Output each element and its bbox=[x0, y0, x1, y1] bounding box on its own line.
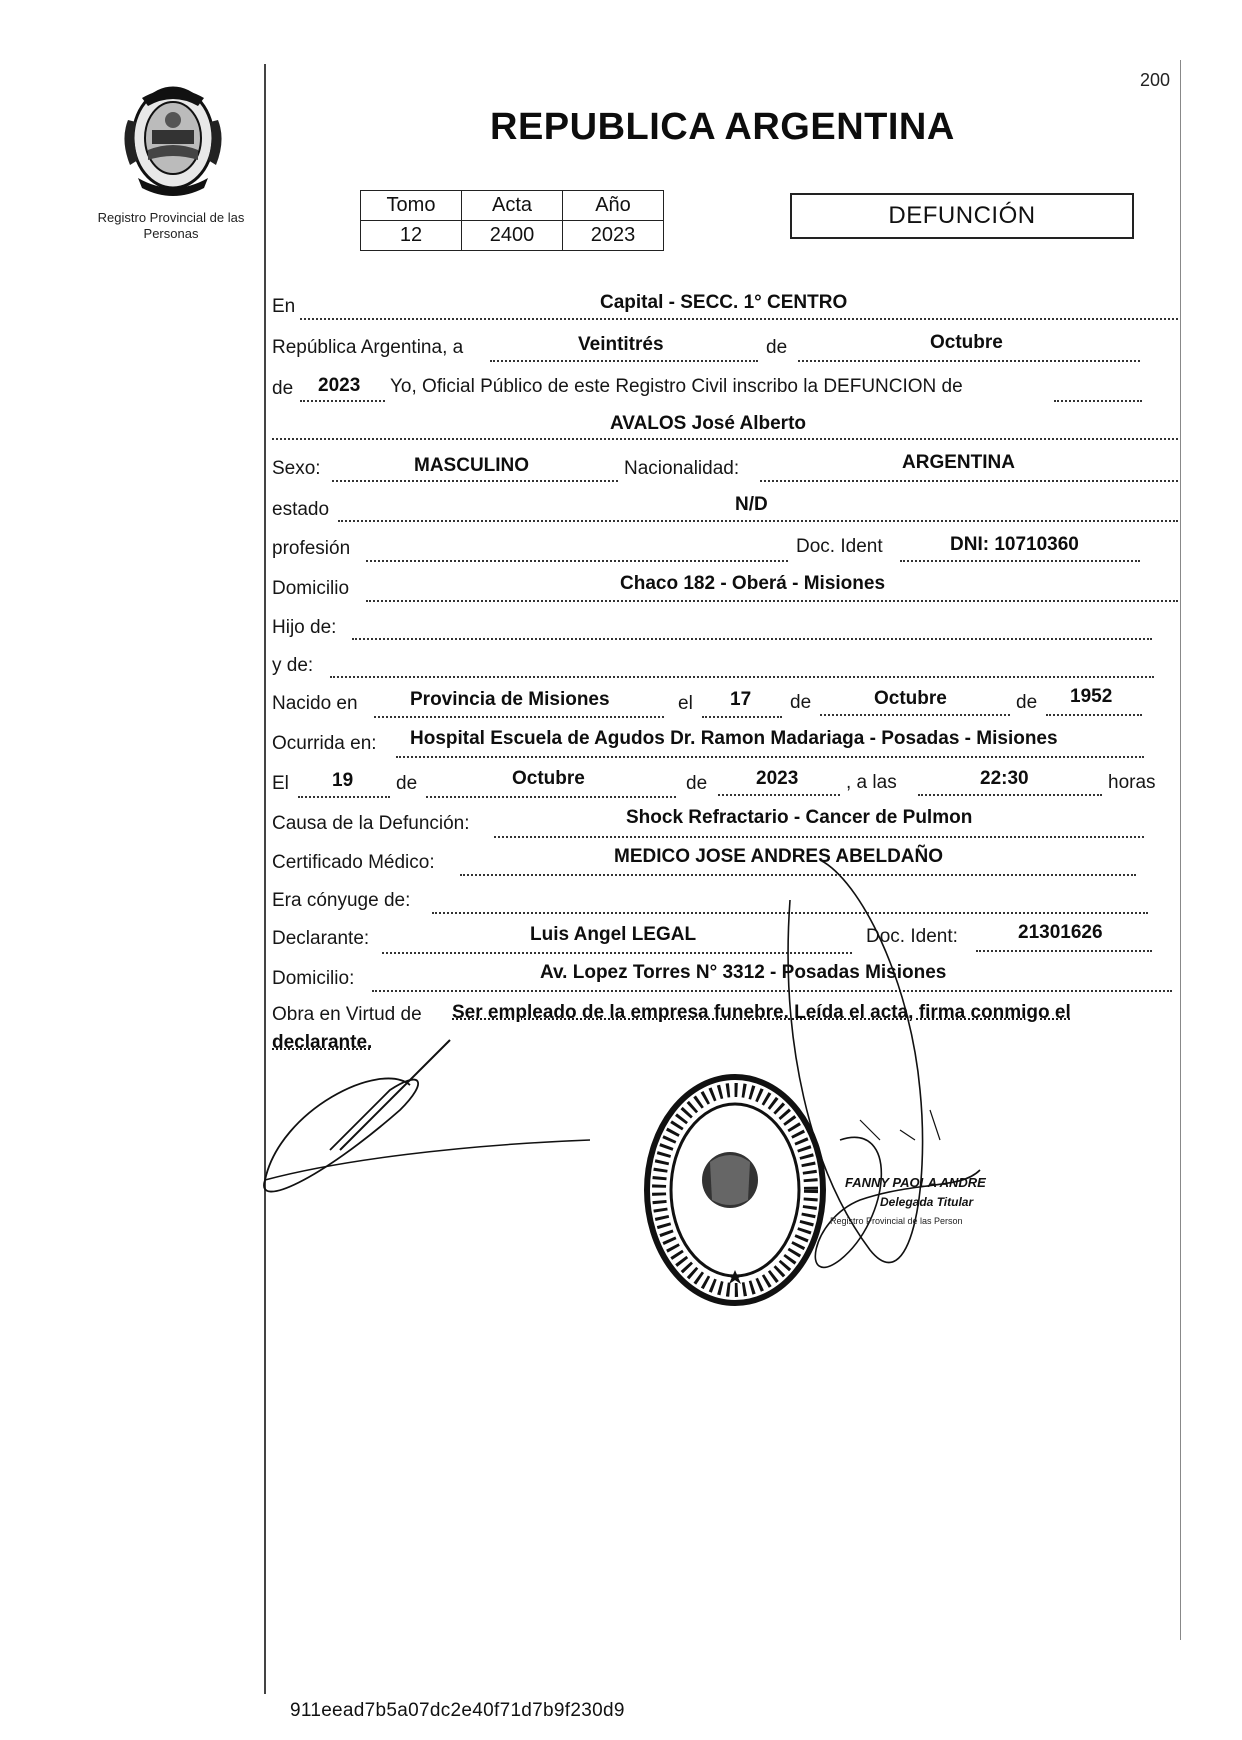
month-value: Octubre bbox=[930, 332, 1003, 353]
birth-year: 1952 bbox=[1070, 686, 1113, 707]
el-label: el bbox=[678, 693, 693, 714]
birth-year-dotline bbox=[1046, 714, 1142, 716]
domicilio-label: Domicilio bbox=[272, 578, 350, 599]
year-dotline bbox=[300, 400, 385, 402]
en-label: En bbox=[272, 296, 296, 317]
hijo-dotline bbox=[352, 638, 1152, 640]
ocurrida-label: Ocurrida en: bbox=[272, 733, 377, 754]
right-margin-line bbox=[1180, 60, 1181, 1640]
document-hash: 911eead7b5a07dc2e40f71d7b9f230d9 bbox=[290, 1700, 625, 1721]
inscribo-dotline bbox=[1054, 400, 1142, 402]
de-label-4: de bbox=[1016, 692, 1038, 713]
estado-dotline bbox=[338, 520, 1178, 522]
nacionalidad-dotline bbox=[760, 480, 1178, 482]
official-org: Registro Provincial de las Person bbox=[830, 1216, 963, 1226]
nacionalidad-value: ARGENTINA bbox=[902, 452, 1015, 473]
record-type-box: DEFUNCIÓN bbox=[790, 193, 1134, 239]
birth-day-dotline bbox=[702, 716, 782, 718]
month-dotline bbox=[798, 360, 1140, 362]
nacido-label: Nacido en bbox=[272, 693, 358, 714]
acta-value-acta: 2400 bbox=[462, 221, 563, 251]
death-month: Octubre bbox=[512, 768, 585, 789]
acta-value-anio: 2023 bbox=[563, 221, 664, 251]
acta-value-tomo: 12 bbox=[361, 221, 462, 251]
death-time-dotline bbox=[918, 794, 1102, 796]
yde-dotline bbox=[330, 676, 1154, 678]
certificado-label: Certificado Médico: bbox=[272, 852, 435, 873]
estado-value: N/D bbox=[735, 494, 768, 515]
inscribo-text: Yo, Oficial Público de este Registro Civil inscribo la DEFUNCION de bbox=[390, 376, 963, 397]
causa-dotline bbox=[494, 836, 1144, 838]
birth-day: 17 bbox=[730, 689, 752, 710]
hijo-label: Hijo de: bbox=[272, 617, 337, 638]
death-time: 22:30 bbox=[980, 768, 1029, 789]
acta-header-row bbox=[361, 191, 664, 221]
alas-label: , a las bbox=[846, 772, 897, 793]
obra-value: Ser empleado de la empresa funebre. Leída el acta, firma conmigo el bbox=[452, 1002, 1071, 1023]
acta-header-acta: Acta bbox=[462, 191, 563, 221]
acta-header-anio: Año bbox=[563, 191, 664, 221]
death-month-dotline bbox=[426, 796, 676, 798]
el2-label: El bbox=[272, 773, 289, 794]
day-words: Veintitrés bbox=[578, 334, 664, 355]
death-year-dotline bbox=[718, 794, 840, 796]
acta-value-row bbox=[361, 221, 664, 251]
obra-value-2: declarante. bbox=[272, 1032, 373, 1053]
doc-ident2-value: 21301626 bbox=[1018, 922, 1103, 943]
ocurrida-value: Hospital Escuela de Agudos Dr. Ramon Madariaga - Posadas - Misiones bbox=[410, 728, 1058, 749]
de-label-3: de bbox=[790, 692, 812, 713]
declarante-value: Luis Angel LEGAL bbox=[530, 924, 697, 945]
death-day: 19 bbox=[332, 770, 354, 791]
nacido-value: Provincia de Misiones bbox=[410, 689, 610, 710]
nacionalidad-label: Nacionalidad: bbox=[624, 458, 740, 479]
de-label-2: de bbox=[272, 378, 294, 399]
acta-header-tomo: Tomo bbox=[361, 191, 462, 221]
certificado-value: MEDICO JOSE ANDRES ABELDAÑO bbox=[614, 846, 944, 867]
sexo-value: MASCULINO bbox=[414, 455, 530, 476]
official-role: Delegada Titular bbox=[880, 1195, 974, 1209]
domicilio2-label: Domicilio: bbox=[272, 968, 355, 989]
de-label-5: de bbox=[396, 773, 418, 794]
conyuge-label: Era cónyuge de: bbox=[272, 890, 411, 911]
horas-label: horas bbox=[1108, 772, 1156, 793]
declarant-signature bbox=[260, 1030, 600, 1200]
provincia-misiones-seal bbox=[118, 80, 228, 200]
profesion-dotline bbox=[366, 560, 788, 562]
official-name: FANNY PAOLA ANDRE bbox=[845, 1175, 986, 1190]
obra-label: Obra en Virtud de bbox=[272, 1004, 422, 1025]
registry-label: Registro Provincial de las Personas bbox=[97, 210, 245, 241]
birth-month-dotline bbox=[820, 714, 1010, 716]
deceased-name: AVALOS José Alberto bbox=[610, 413, 807, 434]
profesion-label: profesión bbox=[272, 538, 351, 559]
sexo-dotline bbox=[332, 480, 618, 482]
doc-ident-label: Doc. Ident bbox=[796, 536, 883, 557]
en-value: Capital - SECC. 1° CENTRO bbox=[600, 292, 848, 313]
domicilio-value: Chaco 182 - Oberá - Misiones bbox=[620, 573, 886, 594]
en-dotline bbox=[300, 318, 1178, 320]
acta-table bbox=[360, 190, 664, 251]
nacido-dotline bbox=[374, 716, 664, 718]
yde-label: y de: bbox=[272, 655, 314, 676]
doc-ident2-label: Doc. Ident: bbox=[866, 926, 958, 947]
domicilio2-value: Av. Lopez Torres N° 3312 - Posadas Misiones bbox=[540, 962, 947, 983]
estado-label: estado bbox=[272, 499, 330, 520]
causa-label: Causa de la Defunción: bbox=[272, 813, 470, 834]
de-label-6: de bbox=[686, 773, 708, 794]
republica-label: República Argentina, a bbox=[272, 337, 464, 358]
sexo-label: Sexo: bbox=[272, 458, 321, 479]
causa-value: Shock Refractario - Cancer de Pulmon bbox=[626, 807, 973, 828]
day-dotline bbox=[490, 360, 758, 362]
domicilio-dotline bbox=[366, 600, 1178, 602]
page-number: 200 bbox=[1140, 70, 1171, 90]
doc-ident-dotline bbox=[900, 560, 1140, 562]
left-margin-line bbox=[264, 64, 266, 1694]
name-dotline bbox=[272, 438, 1178, 440]
ocurrida-dotline bbox=[396, 756, 1144, 758]
death-year: 2023 bbox=[756, 768, 799, 789]
death-day-dotline bbox=[298, 796, 390, 798]
official-signature bbox=[780, 840, 1080, 1320]
birth-month: Octubre bbox=[874, 688, 947, 709]
document-title: REPUBLICA ARGENTINA bbox=[490, 106, 955, 148]
declarante-label: Declarante: bbox=[272, 928, 370, 949]
year-value: 2023 bbox=[318, 375, 361, 396]
doc-ident-value: DNI: 10710360 bbox=[950, 534, 1079, 555]
de-label-1: de bbox=[766, 337, 788, 358]
